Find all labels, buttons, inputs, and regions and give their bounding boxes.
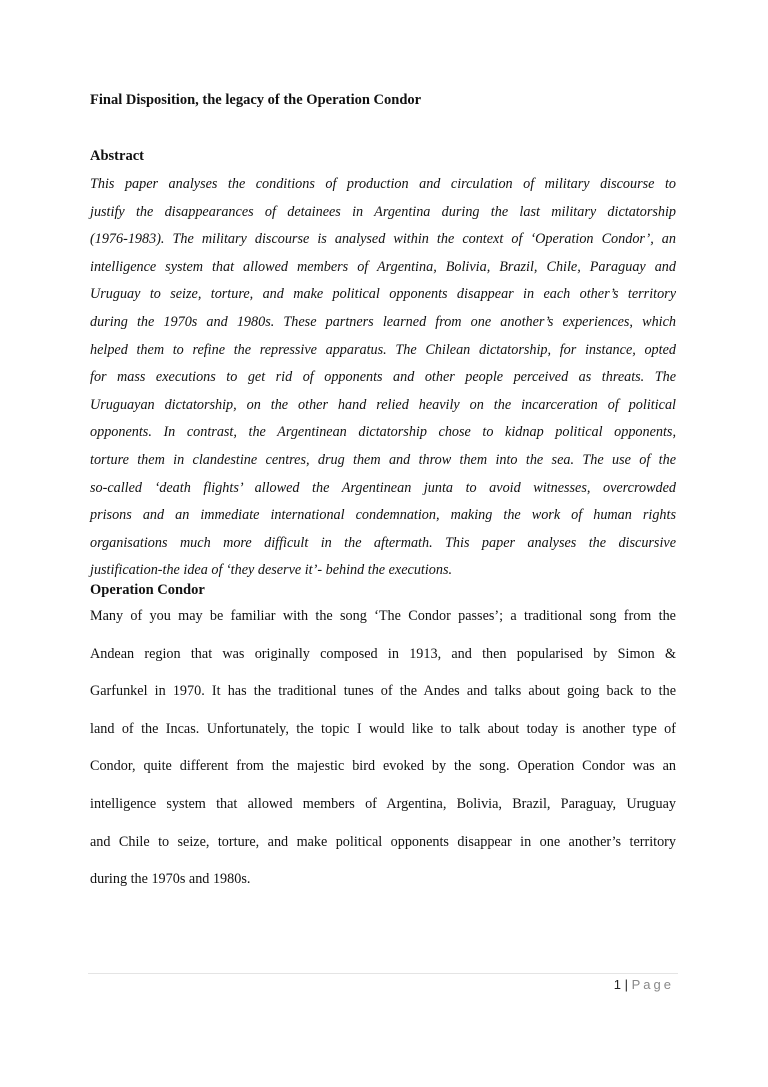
text-line: intelligence system that allowed members of Argentina, Bolivia, Brazil, Paraguay, Uruguay bbox=[90, 796, 676, 812]
text-line: Uruguay to seize, torture, and make political opponents disappear in each other’s territory bbox=[90, 286, 676, 303]
text-line: Garfunkel in 1970. It has the traditional tunes of the Andes and talks about going back to the bbox=[90, 683, 676, 700]
text-line: This paper analyses the conditions of production and circulation of military discourse to bbox=[90, 176, 676, 192]
page-footer bbox=[614, 977, 674, 992]
text-line: justification-the idea of ‘they deserve it’- behind the executions. bbox=[90, 562, 453, 579]
text-line: torture them in clandestine centres, drug them and throw them into the sea. The use of the bbox=[90, 452, 676, 468]
text-line: for mass executions to get rid of opponents and other people perceived as threats. The bbox=[90, 369, 676, 386]
text-line: prisons and an immediate international condemnation, making the work of human rights bbox=[90, 507, 676, 524]
text-line: during the 1970s and 1980s. These partners learned from one another’s experiences, which bbox=[90, 314, 676, 330]
text-line: Andean region that was originally composed in 1913, and then popularised by Simon & bbox=[90, 645, 676, 662]
text-line: Many of you may be familiar with the song ‘The Condor passes’; a traditional song from the bbox=[90, 608, 676, 624]
page-label: Page bbox=[631, 977, 674, 992]
text-line: land of the Incas. Unfortunately, the topic I would like to talk about today is another type of bbox=[90, 720, 676, 737]
text-line: opponents. In contrast, the Argentinean dictatorship chose to kidnap political opponents, bbox=[90, 424, 676, 441]
footer-separator: | bbox=[624, 977, 628, 992]
text-line: during the 1970s and 1980s. bbox=[90, 871, 251, 888]
abstract-heading: Abstract bbox=[90, 148, 144, 164]
text-line: organisations much more difficult in the aftermath. This paper analyses the discursive bbox=[90, 534, 676, 551]
text-line: and Chile to seize, torture, and make political opponents disappear in one another’s territory bbox=[90, 833, 676, 850]
text-line: helped them to refine the repressive apparatus. The Chilean dictatorship, for instance, opted bbox=[90, 341, 676, 358]
section-heading: Operation Condor bbox=[90, 582, 205, 598]
text-line: so-called ‘death flights’ allowed the Argentinean junta to avoid witnesses, overcrowded bbox=[90, 479, 676, 496]
text-line: intelligence system that allowed members of Argentina, Bolivia, Brazil, Chile, Paraguay and bbox=[90, 258, 676, 275]
text-line: Condor, quite different from the majestic bird evoked by the song. Operation Condor was an bbox=[90, 758, 676, 775]
document-title: Final Disposition, the legacy of the Operation Condor bbox=[90, 92, 422, 108]
text-line: Uruguayan dictatorship, on the other hand relied heavily on the incarceration of political bbox=[90, 396, 676, 413]
footer-divider bbox=[88, 973, 678, 974]
text-line: justify the disappearances of detainees in Argentina during the last military dictatorship bbox=[90, 203, 676, 220]
page-number: 1 bbox=[613, 977, 621, 992]
text-line: (1976-1983). The military discourse is analysed within the context of ‘Operation Condor’, an bbox=[90, 231, 676, 248]
